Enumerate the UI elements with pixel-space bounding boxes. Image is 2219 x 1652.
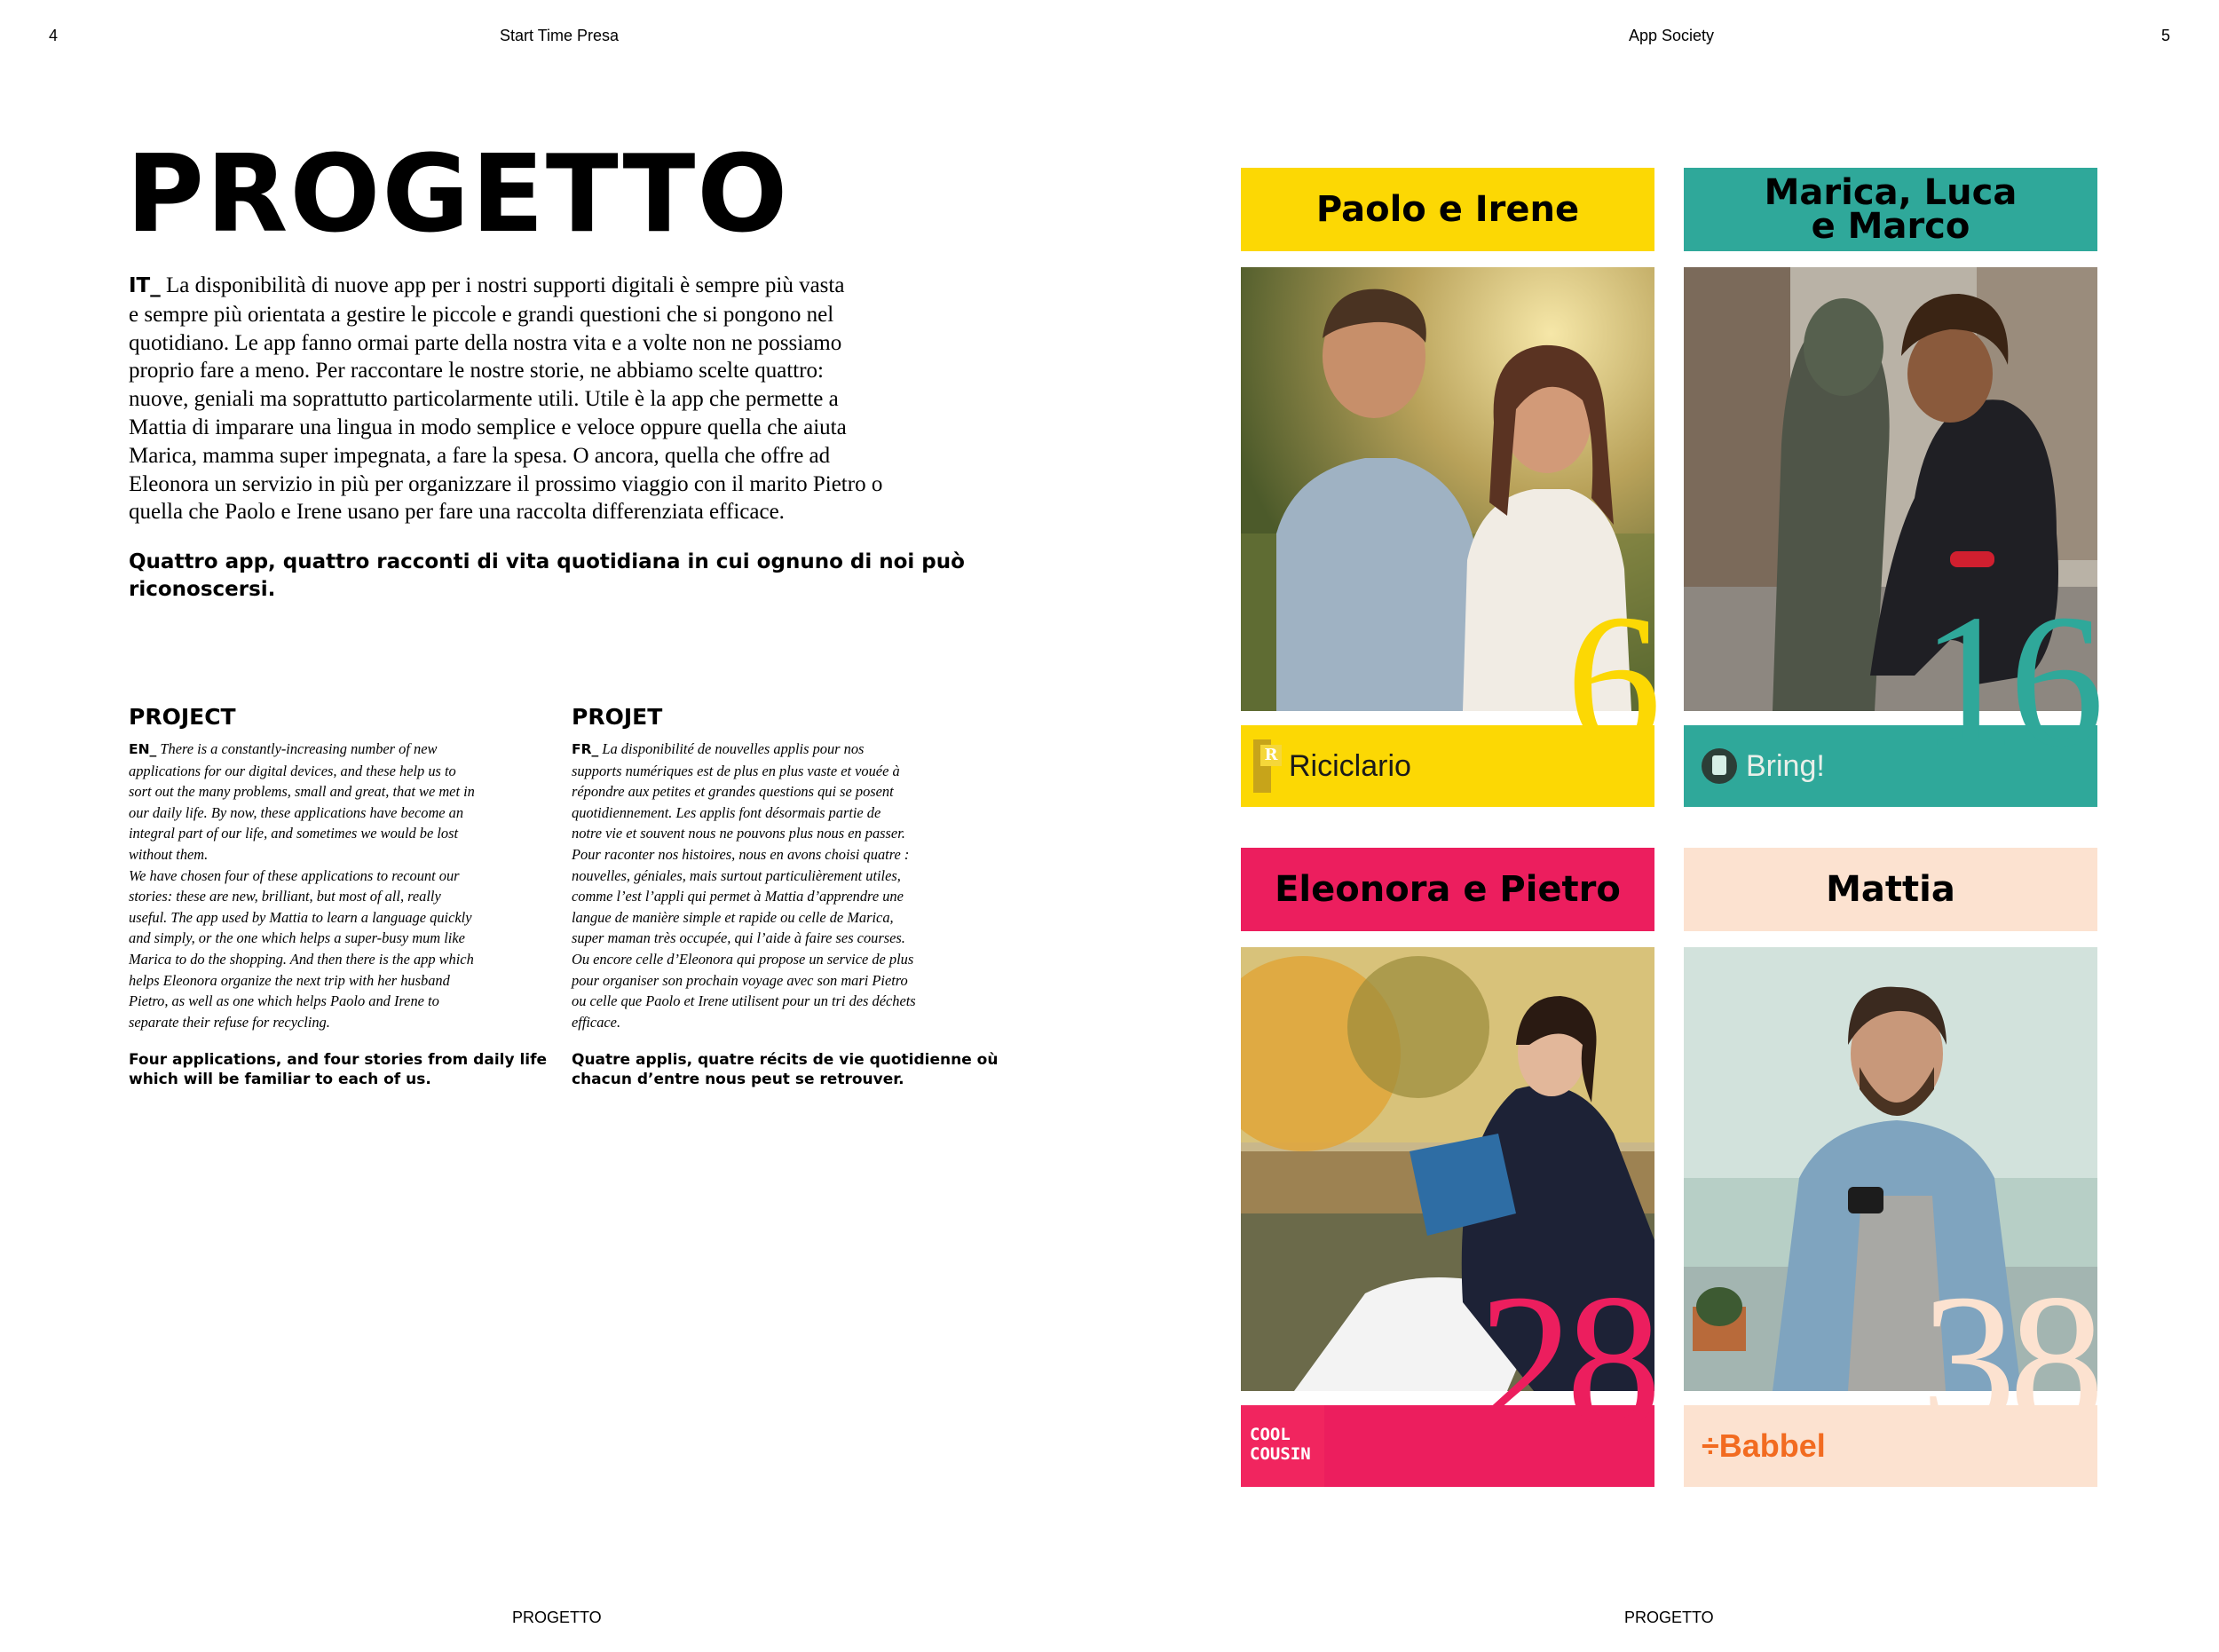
app-name: Bring!	[1746, 748, 1825, 783]
italian-line: La disponibilità di nuove app per i nostri supporti digitali è sempre più vasta	[166, 273, 845, 297]
logo-line: COUSIN	[1250, 1444, 1311, 1464]
left-footer: PROGETTO	[512, 1609, 602, 1626]
french-line: La disponibilité de nouvelles applis pour nos	[602, 740, 865, 757]
italian-line: quotidiano. Le app fanno ormai parte della nostra vita e a volte non ne possiamo	[129, 330, 842, 355]
french-line: quotidiennement. Les applis font désormais partie de	[572, 803, 881, 821]
italian-lead: IT_	[129, 274, 161, 297]
english-lead: EN_	[129, 741, 157, 757]
italian-line: Mattia di imparare una lingua in modo semplice e veloce oppure quella che aiuta	[129, 415, 847, 439]
card-name	[1764, 172, 2018, 247]
english-summary	[129, 1050, 573, 1089]
page-title: PROGETTO	[126, 133, 790, 257]
app-name: Riciclario	[1289, 748, 1411, 783]
french-line: supports numériques est de plus en plus vaste et vouée à	[572, 762, 900, 779]
english-line: useful. The app used by Mattia to learn a language quickly	[129, 908, 472, 926]
english-summary-line: which will be familiar to each of us.	[129, 1071, 431, 1088]
italian-summary	[129, 549, 981, 604]
english-line: sort out the many problems, small and great, that we met in	[129, 783, 475, 801]
english-line: Marica to do the shopping. And then there is the app which	[129, 950, 474, 968]
left-page-number: 4	[49, 27, 59, 44]
bag-icon	[1712, 755, 1726, 775]
english-line: We have chosen four of these applications to recount our	[129, 866, 460, 884]
card-name-bar	[1241, 168, 1654, 251]
card-name-bar	[1684, 168, 2097, 251]
french-heading: PROJET	[572, 704, 663, 730]
french-line: efficace.	[572, 1013, 621, 1031]
english-line: applications for our digital devices, and these help us to	[129, 762, 456, 779]
english-line: integral part of our life, and sometimes we would be lost	[129, 825, 459, 842]
french-summary-line: Quatre applis, quatre récits de vie quotidienne où	[572, 1051, 999, 1069]
english-summary-line: Four applications, and four stories from daily life	[129, 1051, 548, 1069]
italian-line: e sempre più orientata a gestire le piccole e grandi questioni che si pongono nel	[129, 302, 834, 327]
page-number-28: 28	[1478, 1254, 1654, 1466]
page-number-38: 38	[1921, 1254, 2097, 1466]
left-running-title: Start Time Presa	[500, 27, 620, 44]
french-line: ou celle que Paolo et Irene utilisent pour un tri des déchets	[572, 992, 916, 1010]
french-line: Ou encore celle d’Eleonora qui propose un service de plus	[572, 950, 914, 968]
english-line: separate their refuse for recycling.	[129, 1013, 330, 1031]
right-footer: PROGETTO	[1624, 1609, 1714, 1626]
english-line: There is a constantly-increasing number of new	[160, 740, 438, 757]
french-line: langue de manière simple et rapide ou celle de Marica,	[572, 908, 894, 926]
right-running-title: App Society	[1629, 27, 1715, 44]
logo-line: COOL	[1250, 1425, 1291, 1444]
french-summary	[572, 1050, 1015, 1089]
french-line: super maman très occupée, qui l’aide à faire ses courses.	[572, 929, 905, 947]
story-card-mattia[interactable]	[1684, 848, 2097, 1487]
english-paragraph	[129, 739, 537, 1032]
italian-summary-line: Quattro app, quattro racconti di vita quotidiana in cui ognuno di noi può	[129, 550, 965, 573]
french-line: répondre aux petites et grandes questions qui se posent	[572, 783, 894, 801]
page-number-16: 16	[1921, 574, 2097, 786]
french-line: pour organiser son prochain voyage avec son mari Pietro	[572, 971, 908, 989]
card-name: Paolo e Irene	[1315, 189, 1580, 230]
french-line: nouvelles, géniales, mais surtout particulièrement utiles,	[572, 866, 901, 884]
story-card-paolo-irene[interactable]	[1241, 168, 1654, 807]
italian-paragraph	[129, 272, 999, 526]
french-summary-line: chacun d’entre nous peut se retrouver.	[572, 1071, 904, 1088]
right-page-number: 5	[2161, 27, 2171, 44]
italian-summary-line: riconoscersi.	[129, 578, 276, 601]
italian-line: Eleonora un servizio in più per organizzare il prossimo viaggio con il marito Pietro o	[129, 471, 883, 496]
story-card-marica-luca-marco[interactable]	[1684, 168, 2097, 807]
italian-line: quella che Paolo e Irene usano per fare una raccolta differenziata efficace.	[129, 500, 785, 525]
italian-line: nuove, geniali ma soprattutto particolarmente utili. Utile è la app che permette a	[129, 387, 839, 412]
card-name: Eleonora e Pietro	[1275, 869, 1621, 910]
card-name-line: Marica, Luca	[1764, 172, 2018, 213]
italian-line: Marica, mamma super impegnata, a fare la spesa. O ancora, quella che offre ad	[129, 443, 831, 468]
card-name-line: e Marco	[1811, 206, 1970, 247]
french-paragraph	[572, 739, 980, 1032]
italian-line: proprio fare a meno. Per raccontare le nostre storie, ne abbiamo scelte quattro:	[129, 359, 825, 383]
english-line: without them.	[129, 845, 209, 863]
riciclario-r-icon: R	[1260, 745, 1282, 766]
english-line: Pietro, as well as one which helps Paolo and Irene to	[129, 992, 439, 1010]
card-name-bar	[1241, 848, 1654, 931]
page-number-6: 6	[1566, 574, 1654, 786]
babbel-logo: ÷Babbel	[1702, 1427, 1826, 1464]
english-line: stories: these are new, brilliant, but most of all, really	[129, 888, 441, 905]
french-line: comme l’est l’appli qui permet à Mattia d’apprendre une	[572, 888, 904, 905]
english-heading: PROJECT	[129, 704, 236, 730]
story-card-eleonora-pietro[interactable]	[1241, 848, 1654, 1487]
english-line: helps Eleonora organize the next trip with her husband	[129, 971, 450, 989]
french-lead: FR_	[572, 741, 599, 757]
english-line: and simply, or the one which helps a super-busy mum like	[129, 929, 465, 947]
french-line: notre vie et souvent nous ne pouvons plus nous en passer.	[572, 825, 905, 842]
card-name: Mattia	[1826, 869, 1955, 910]
french-line: Pour raconter nos histoires, nous en avons choisi quatre :	[572, 845, 910, 863]
coolcousin-logo-text	[1250, 1425, 1311, 1464]
card-name-bar	[1684, 848, 2097, 931]
english-line: our daily life. By now, these applications have become an	[129, 803, 464, 821]
